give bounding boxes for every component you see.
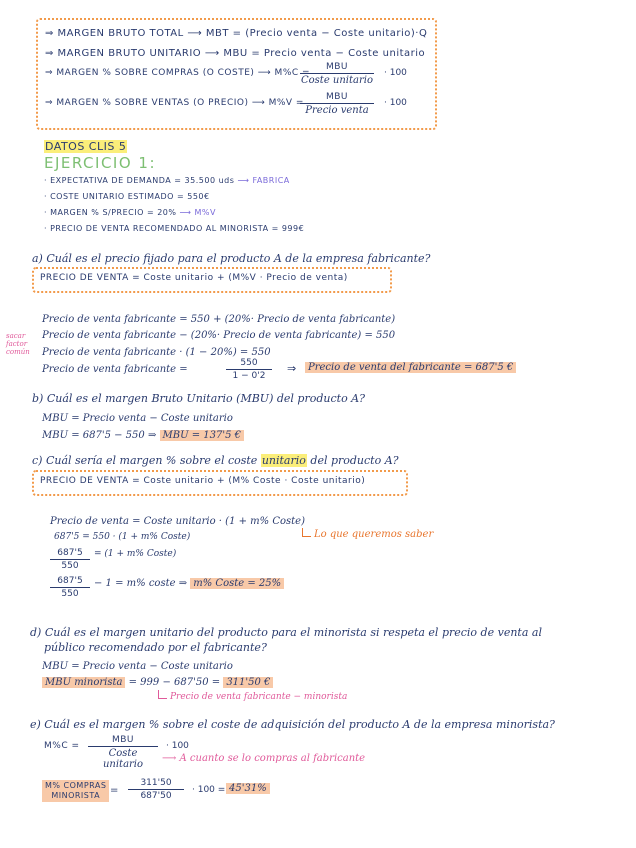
line-c3-rest: = (1 + m% Coste) (94, 549, 177, 559)
formula-mc-fraction (300, 62, 374, 86)
question-c: c) Cuál sería el margen % sobre el coste unitario del producto A? (32, 454, 399, 467)
note-e: ⟶ A cuanto se lo compras al fabricante (162, 753, 366, 764)
fraction-a4-num: 550 (226, 358, 272, 370)
line-a4: Precio de venta fabricante = (42, 364, 188, 375)
dato-margen: · MARGEN % S/PRECIO = 20% ⟶ M%V (44, 208, 217, 217)
line-b2: MBU = 687'5 − 550 ⇒ MBU = 137'5 € (42, 430, 244, 441)
formula-mv-num: MBU (300, 92, 374, 104)
result-e-eq: = (110, 785, 119, 796)
formula-e-mult: · 100 (166, 741, 189, 751)
line-a2: Precio de venta fabricante − (20%· Precio de venta fabricante) = 550 (42, 330, 396, 341)
line-a1: Precio de venta fabricante = 550 + (20%· Precio de venta fabricante) (42, 314, 396, 325)
question-d-line1: d) Cuál es el margen unitario del producto para el minorista si respeta el precio de venta al (30, 626, 542, 639)
line-c2: 687'5 = 550 · (1 + m% Coste) (54, 532, 191, 542)
datos-title: DATOS CLIS 5 (45, 140, 127, 153)
question-d-line2: público recomendado por el fabricante? (44, 641, 267, 654)
formula-e-den: Coste unitario (102, 748, 144, 770)
fraction-c2-num: 687'5 (50, 576, 90, 588)
note-d-arrow (158, 690, 167, 699)
result-e-label: M% COMPRAS MINORISTA (42, 780, 109, 802)
fraction-a4-den: 1 − 0'2 (232, 371, 266, 381)
dato-coste: · COSTE UNITARIO ESTIMADO = 550€ (44, 192, 210, 201)
result-e: 45'31% (226, 783, 270, 794)
formula-mv-fraction (300, 92, 374, 116)
fraction-a4 (226, 358, 272, 381)
note-d: Precio de venta fabricante − minorista (170, 692, 348, 702)
note-c-arrow (302, 528, 311, 537)
formula-mc-num: MBU (300, 62, 374, 74)
formula-mv-den: Precio venta (305, 105, 369, 116)
result-a: Precio de venta del fabricante = 687'5 € (305, 362, 516, 373)
formula-mbt: ⇒ MARGEN BRUTO TOTAL ⟶ MBT = (Precio venta − Coste unitario)·Q (45, 28, 428, 39)
result-e-den: 687'50 (140, 791, 172, 801)
formula-mc-label: ⇒ MARGEN % SOBRE COMPRAS (O COSTE) ⟶ M%C = (45, 68, 311, 78)
arrow-a4: ⇒ (287, 362, 297, 375)
formula-e-label: M%C = (44, 741, 80, 751)
dato-precio-recomendado: · PRECIO DE VENTA RECOMENDADO AL MINORISTA = 999€ (44, 224, 305, 233)
formula-mv-mult: · 100 (384, 98, 407, 108)
side-note-a: sacar factor común (6, 332, 30, 356)
result-e-num: 311'50 (128, 778, 184, 790)
question-b: b) Cuál es el margen Bruto Unitario (MBU) del producto A? (32, 392, 366, 405)
line-c1: Precio de venta = Coste unitario · (1 + m% Coste) (50, 516, 305, 527)
fraction-c2-den: 550 (61, 589, 79, 599)
formula-c: PRECIO DE VENTA = Coste unitario + (M% Coste · Coste unitario) (40, 476, 366, 486)
question-a: a) Cuál es el precio fijado para el producto A de la empresa fabricante? (32, 252, 431, 265)
question-e: e) Cuál es el margen % sobre el coste de adquisición del producto A de la empresa minorista? (30, 718, 555, 731)
line-b1: MBU = Precio venta − Coste unitario (42, 413, 233, 424)
formula-mc-mult: · 100 (384, 68, 407, 78)
fraction-c1-den: 550 (61, 561, 79, 571)
result-e-fraction (128, 778, 184, 801)
formula-a: PRECIO DE VENTA = Coste unitario + (M%V · Precio de venta) (40, 273, 348, 283)
ejercicio-title: EJERCICIO 1: (44, 154, 157, 172)
line-d1: MBU = Precio venta − Coste unitario (42, 661, 233, 672)
line-c4: − 1 = m% coste ⇒ m% Coste = 25% (94, 578, 284, 589)
note-c: Lo que queremos saber (314, 529, 434, 540)
fraction-c2 (50, 576, 90, 599)
dato-demanda: · EXPECTATIVA DE DEMANDA = 35.500 uds ⟶ FABRICA (44, 176, 290, 185)
line-d2: MBU minorista = 999 − 687'50 = 311'50 € (42, 677, 273, 688)
result-e-mult: · 100 = (192, 785, 226, 795)
formula-mc-den: Coste unitario (301, 75, 373, 86)
fraction-c1-num: 687'5 (50, 548, 90, 560)
formula-e-fraction (88, 735, 158, 770)
formula-mv-label: ⇒ MARGEN % SOBRE VENTAS (O PRECIO) ⟶ M%V = (45, 98, 304, 108)
formula-e-num: MBU (88, 735, 158, 747)
fraction-c1 (50, 548, 90, 571)
formula-mbu: ⇒ MARGEN BRUTO UNITARIO ⟶ MBU = Precio venta − Coste unitario (45, 48, 426, 59)
line-a3: Precio de venta fabricante · (1 − 20%) = 550 (42, 347, 271, 358)
